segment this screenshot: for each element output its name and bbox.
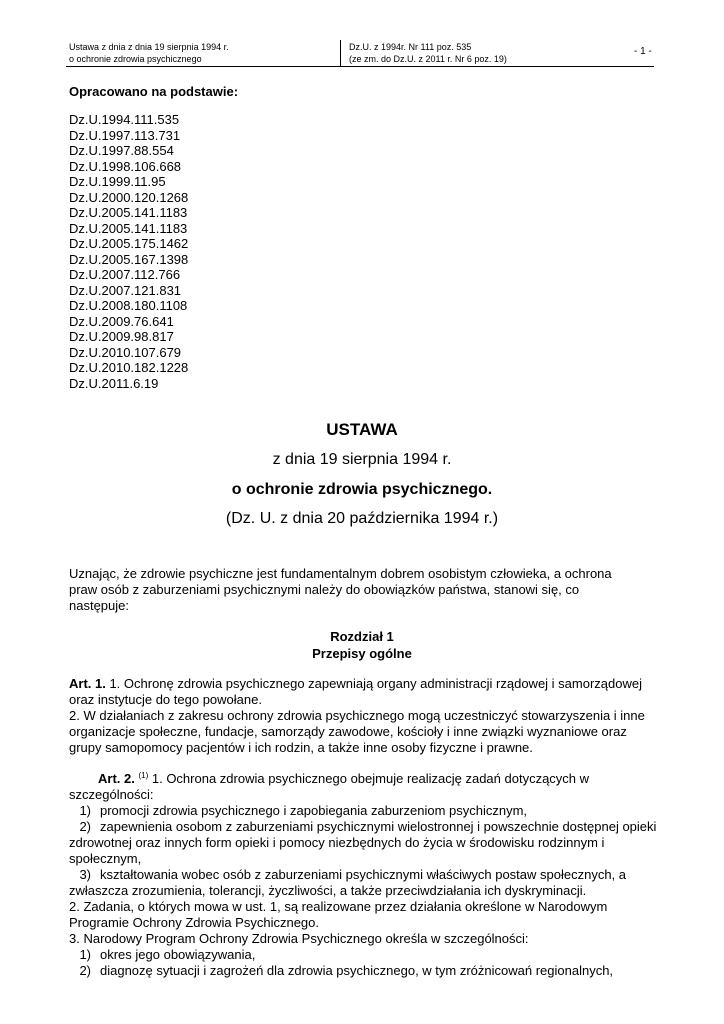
list-item-text: promocji zdrowia psychicznego i zapobiegania zaburzeniom psychicznym,: [100, 803, 528, 818]
preamble: Uznając, że zdrowie psychiczne jest fundamentalnym dobrem osobistym człowieka, a ochrona praw osób z zaburzeniami psychicznymi należy do obowiązków państwa, stanowi się, co następuje:: [69, 566, 612, 613]
article-1-para-2: 2. W działaniach z zakresu ochrony zdrowia psychicznego mogą uczestniczyć stowarzyszenia i inne organizacje społeczne, fundacje, samorządy zawodowe, kościoły i inne związki wyznaniowe oraz grupy samopomocy pacjentów i ich rodzin, a także inne osoby fizyczne i prawne.: [69, 708, 645, 755]
header-journal-ref: Dz.U. z 1994r. Nr 111 poz. 535: [349, 42, 472, 52]
list-item-number: 2): [79, 963, 91, 978]
list-item-text: kształtowania wobec osób z zaburzeniami psychicznymi właściwych postaw społecznych, a zwłaszcza zrozumienia, tolerancji, życzliwości, a także przeciwdziałania ich dyskryminacji.: [69, 867, 627, 898]
header-divider: [340, 40, 341, 66]
reference-item: Dz.U.2008.180.1108: [69, 298, 188, 313]
article-2-para-2: 2. Zadania, o których mowa w ust. 1, są realizowane przez działania określone w Narodowym Programie Ochrony Zdrowia Psychicznego.: [69, 899, 608, 930]
list-item-number: 1): [79, 803, 91, 818]
reference-item: Dz.U.2000.120.1268: [69, 189, 189, 205]
article-1: [69, 676, 659, 756]
list-item-text: diagnozę sytuacji i zagrożeń dla zdrowia psychicznego, w tym zróżnicowań regionalnych,: [100, 963, 614, 978]
act-type-title: USTAWA: [326, 420, 398, 439]
reference-item: Dz.U.2009.76.641: [69, 313, 174, 329]
act-subject: o ochronie zdrowia psychicznego.: [231, 481, 493, 498]
chapter-number: Rozdział 1: [330, 629, 394, 644]
reference-item: Dz.U.1997.88.554: [69, 143, 174, 158]
reference-item: Dz.U.1997.113.731: [69, 127, 181, 143]
list-item: [69, 867, 659, 899]
running-header-left: [69, 41, 339, 65]
article-1-para-1: [69, 676, 659, 708]
list-item-number: 3): [79, 867, 91, 882]
list-item: [69, 963, 659, 979]
footnote-marker: (1): [138, 771, 149, 780]
list-item-number: 2): [79, 819, 91, 834]
act-date: z dnia 19 sierpnia 1994 r.: [272, 451, 452, 468]
reference-item: Dz.U.2011.6.19: [69, 375, 159, 391]
article-2-intro: 1. Ochrona zdrowia psychicznego obejmuje realizację zadań dotyczących w szczególności:: [69, 771, 590, 802]
list-item: [69, 947, 659, 963]
reference-item: Dz.U.2005.167.1398: [69, 251, 189, 267]
reference-item: Dz.U.2005.141.1183: [69, 220, 188, 236]
reference-item: Dz.U.2009.98.817: [69, 329, 174, 344]
reference-item: Dz.U.2005.141.1183: [69, 205, 188, 220]
header-act-title: Ustawa z dnia z dnia 19 sierpnia 1994 r.: [69, 42, 229, 52]
reference-item: Dz.U.1999.11.95: [69, 174, 166, 189]
reference-item: Dz.U.2007.121.831: [69, 282, 182, 298]
based-on-heading: Opracowano na podstawie:: [69, 84, 239, 99]
list-item-text: okres jego obowiązywania,: [100, 947, 256, 962]
page-number: - 1 -: [634, 46, 652, 57]
running-header-middle: [349, 41, 579, 65]
article-2-para-3: 3. Narodowy Program Ochrony Zdrowia Psychicznego określa w szczególności:: [69, 931, 529, 946]
header-act-subject: o ochronie zdrowia psychicznego: [69, 54, 202, 64]
list-item: [69, 803, 659, 819]
reference-item: Dz.U.1998.106.668: [69, 158, 182, 174]
list-item: [69, 819, 659, 867]
reference-list: [69, 112, 188, 391]
reference-item: Dz.U.2005.175.1462: [69, 236, 189, 251]
article-1-label: Art. 1.: [69, 676, 106, 691]
chapter-title: Przepisy ogólne: [312, 646, 412, 661]
header-amendment-ref: (ze zm. do Dz.U. z 2011 r. Nr 6 poz. 19): [349, 54, 507, 64]
article-2-label: Art. 2.: [98, 771, 135, 786]
list-item-number: 1): [79, 947, 91, 962]
header-rule: [66, 66, 654, 67]
reference-item: Dz.U.1994.111.535: [69, 112, 180, 127]
act-journal: (Dz. U. z dnia 20 października 1994 r.): [225, 510, 499, 527]
article-2: [69, 768, 659, 979]
article-1-text-1: 1. Ochronę zdrowia psychicznego zapewniają organy administracji rządowej i samorządowej oraz instytucje do tego powołane.: [69, 676, 642, 707]
reference-item: Dz.U.2010.107.679: [69, 344, 182, 360]
article-2-para-1: [69, 768, 659, 803]
reference-item: Dz.U.2010.182.1228: [69, 360, 189, 375]
list-item-text: zapewnienia osobom z zaburzeniami psychicznymi wielostronnej i powszechnie dostępnej opieki zdrowotnej oraz innych form opieki i pomocy niezbędnych do życia w środowisku rodzinnym i społecznym,: [69, 819, 657, 866]
reference-item: Dz.U.2007.112.766: [69, 267, 181, 282]
